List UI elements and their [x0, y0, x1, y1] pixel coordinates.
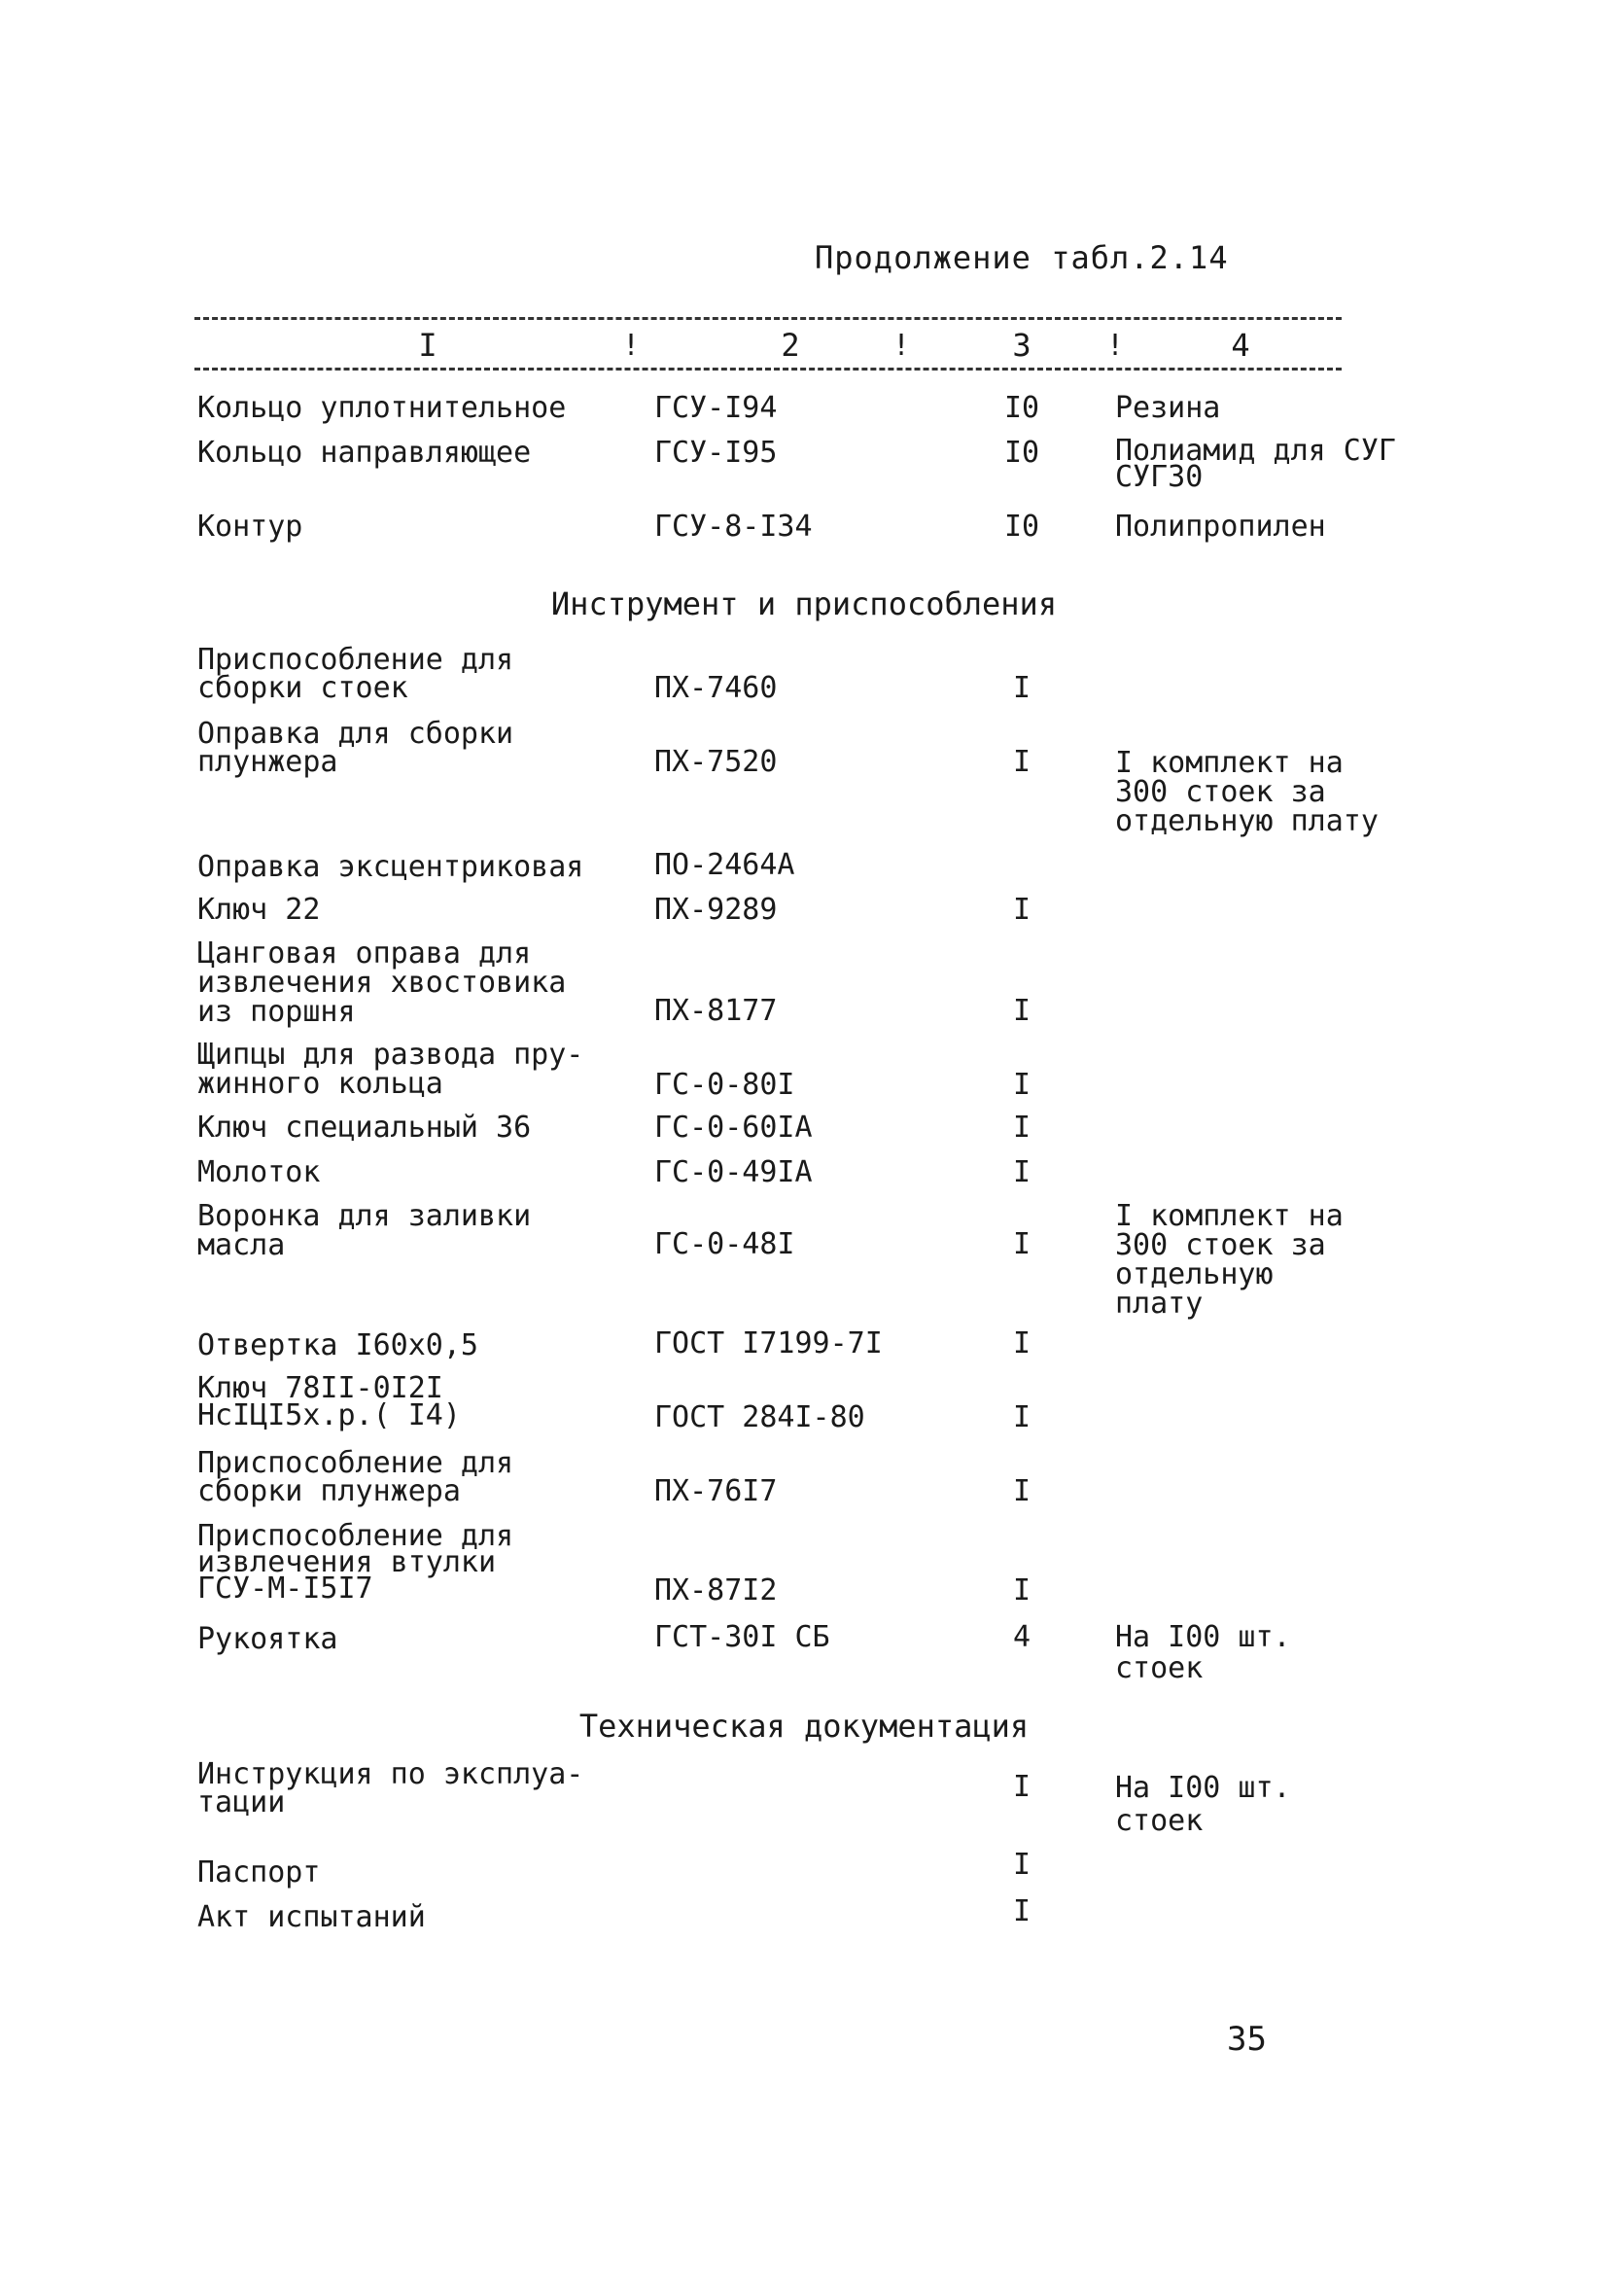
cell-name: Инструкция по эксплуа- тации [197, 1757, 584, 1819]
cell-quantity: I0 [1003, 391, 1040, 425]
cell-note: Резина [1115, 391, 1221, 425]
column-header-4: 4 [1231, 327, 1250, 364]
column-header-1: I [418, 327, 437, 364]
cell-designation: ГСУ-8-I34 [654, 510, 813, 544]
cell-quantity: I [1012, 1573, 1031, 1607]
cell-name: Ключ 22 [197, 893, 321, 927]
cell-designation: ПХ-7460 [654, 671, 778, 705]
cell-name: Приспособление для сборки стоек [197, 643, 514, 705]
cell-quantity: I0 [1003, 510, 1040, 544]
page-title: Продолжение табл.2.14 [815, 239, 1229, 276]
cell-note: I комплект на 300 стоек за отдельную плату [1115, 1199, 1344, 1321]
cell-note: Полипропилен [1115, 510, 1326, 544]
header-rule-top [194, 317, 1342, 320]
cell-name: Оправка эксцентриковая [197, 850, 584, 884]
cell-quantity: I [1012, 1227, 1031, 1261]
cell-quantity: I [1012, 1848, 1031, 1882]
column-header-3: 3 [1012, 327, 1031, 364]
cell-quantity: I [1012, 1400, 1031, 1434]
cell-designation: ГСУ-I95 [654, 436, 778, 470]
column-separator: ! [622, 329, 641, 363]
cell-quantity: I [1012, 1326, 1031, 1360]
cell-designation: ГС-0-80I [654, 1068, 795, 1102]
cell-designation: ГС-0-49IА [654, 1155, 813, 1189]
cell-quantity: I [1012, 1474, 1031, 1508]
cell-name: Воронка для заливки масла [197, 1199, 532, 1262]
cell-note: I комплект на 300 стоек за отдельную плату [1115, 746, 1379, 838]
cell-quantity: I [1012, 745, 1031, 779]
cell-quantity: I [1012, 671, 1031, 705]
cell-name: Рукоятка [197, 1622, 338, 1656]
cell-designation: ПХ-9289 [654, 893, 778, 927]
cell-designation: ГОСТ 284I-80 [654, 1400, 865, 1434]
section-heading-tools: Инструмент и приспособления [550, 585, 1058, 622]
cell-note: Полиамид для СУГ СУГ30 [1115, 434, 1396, 494]
cell-name: Кольцо уплотнительное [197, 391, 567, 425]
cell-note: На I00 шт. стоек [1115, 1771, 1291, 1838]
column-separator: ! [1106, 329, 1125, 363]
cell-designation: ГС-0-48I [654, 1227, 795, 1261]
cell-designation: ПХ-87I2 [654, 1573, 778, 1607]
header-rule-bottom [194, 368, 1342, 371]
page-number: 35 [1227, 2020, 1267, 2059]
cell-name: Акт испытаний [197, 1900, 426, 1934]
cell-quantity: I [1012, 1770, 1031, 1804]
cell-quantity: I [1012, 1155, 1031, 1189]
cell-quantity: I [1012, 994, 1031, 1028]
column-separator: ! [892, 329, 911, 363]
cell-designation: ПХ-8177 [654, 994, 778, 1028]
cell-name: Паспорт [197, 1855, 321, 1890]
cell-name: Ключ 78II-0I2I НсIЦI5х.р.( I4) [197, 1371, 461, 1432]
cell-designation: ПХ-7520 [654, 745, 778, 779]
cell-name: Щипцы для развода пру- жинного кольца [197, 1038, 584, 1101]
cell-designation: ГОСТ I7199-7I [654, 1326, 883, 1360]
cell-note: На I00 шт. стоек [1115, 1620, 1291, 1685]
cell-quantity: I [1012, 893, 1031, 927]
cell-designation: ГСТ-30I СБ [654, 1620, 830, 1654]
cell-quantity: 4 [1012, 1620, 1031, 1654]
cell-designation: ГС-0-60IА [654, 1111, 813, 1145]
cell-name: Кольцо направляющее [197, 436, 532, 470]
cell-name: Ключ специальный 36 [197, 1111, 532, 1145]
cell-name: Отвертка I60х0,5 [197, 1328, 478, 1362]
cell-name: Приспособление для сборки плунжера [197, 1446, 514, 1508]
cell-quantity: I [1012, 1068, 1031, 1102]
cell-name: Оправка для сборки плунжера [197, 717, 514, 779]
cell-name: Молоток [197, 1155, 321, 1189]
cell-designation: ПХ-76I7 [654, 1474, 778, 1508]
column-header-2: 2 [781, 327, 800, 364]
cell-name: Приспособление для извлечения втулки ГСУ-М-I5I7 [197, 1519, 514, 1606]
cell-name: Контур [197, 510, 303, 544]
cell-name: Цанговая оправа для извлечения хвостовика из поршня [197, 936, 567, 1029]
section-heading-docs: Техническая документация [578, 1708, 1030, 1745]
cell-quantity: I [1012, 1111, 1031, 1145]
cell-designation: ПО-2464А [654, 848, 795, 882]
cell-quantity: I0 [1003, 436, 1040, 470]
cell-designation: ГСУ-I94 [654, 391, 778, 425]
cell-quantity: I [1012, 1894, 1031, 1928]
